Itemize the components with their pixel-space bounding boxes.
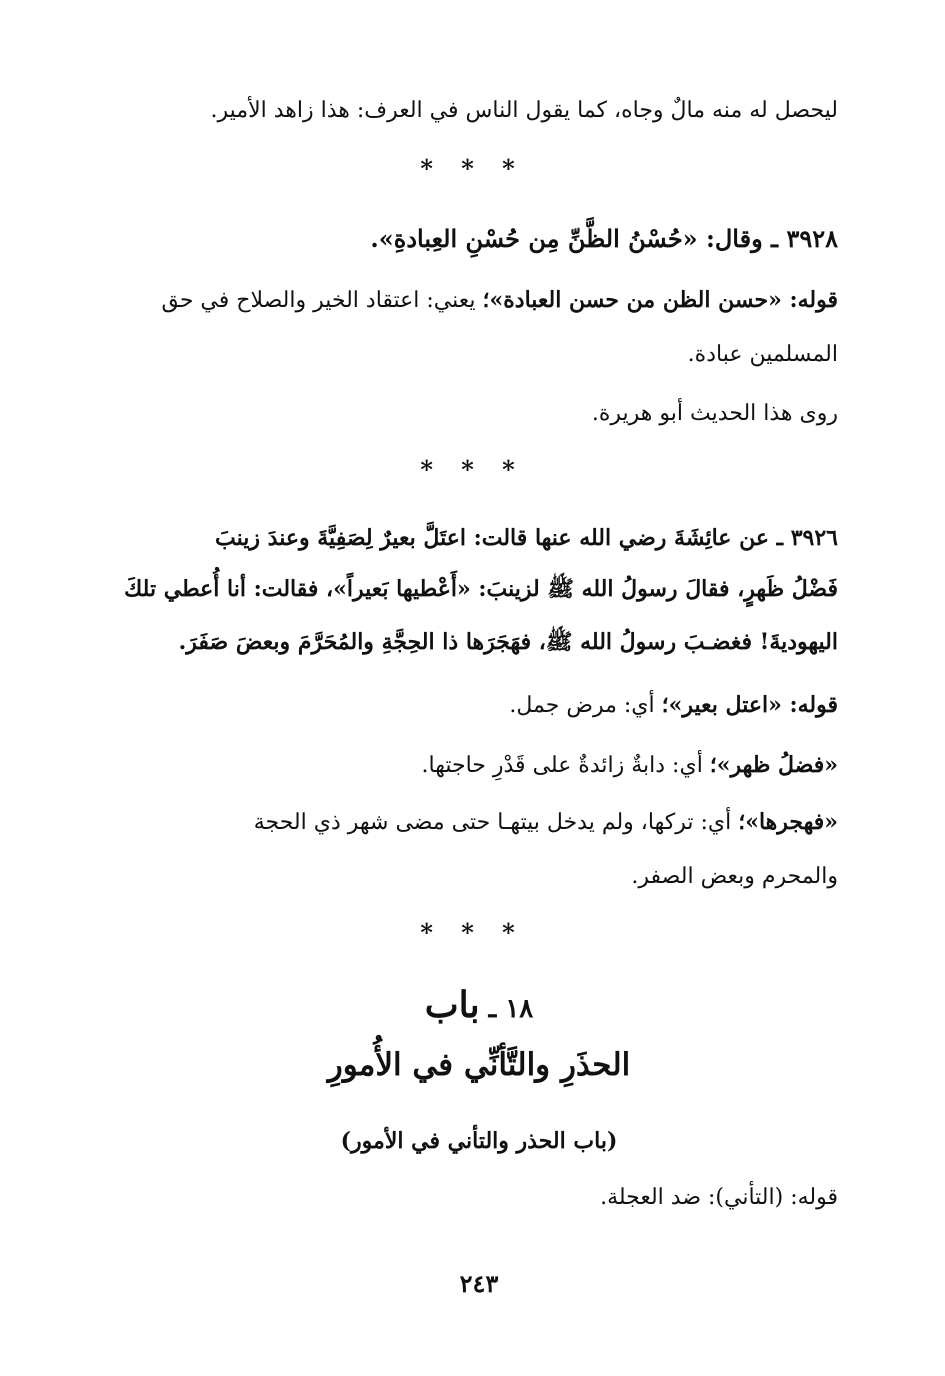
hadith-number: ٣٩٢٨ ـ وقال:	[697, 224, 838, 253]
commentary-line	[120, 793, 838, 852]
chapter-heading	[120, 976, 838, 1038]
narrator-note: روى هذا الحديث أبو هريرة.	[591, 401, 838, 426]
commentary-text: أي: تركها، ولم يدخل بيتهـا حتى مضى شهر ذي الحجة	[253, 810, 739, 835]
hadith-3926-line: ٣٩٢٦ ـ عن عائِشَةَ رضي الله عنها قالت: اعتَلَّ بعيرٌ لِصَفِيَّةَ وعندَ زينبَ	[215, 525, 838, 551]
text-line: ليحصل له منه مالٌ وجاه، كما يقول الناس في العرف: هذا زاهد الأمير.	[210, 98, 838, 123]
commentary-label: قوله: «اعتل بعير»؛	[661, 692, 838, 718]
commentary-label: قوله: «حسن الظن من حسن العبادة»؛	[482, 287, 838, 313]
chapter-number: ١٨ ـ	[479, 994, 534, 1024]
section-separator: * * *	[420, 918, 525, 947]
hadith-3928	[120, 210, 838, 268]
commentary-line	[120, 271, 838, 330]
commentary-line: والمحرم وبعض الصفر.	[631, 864, 838, 889]
commentary-line: المسلمين عبادة.	[687, 342, 838, 367]
page-number: ٢٤٣	[459, 1269, 499, 1298]
commentary-text: أي: مرض جمل.	[509, 693, 662, 718]
commentary-line	[120, 736, 838, 795]
hadith-text: «حُسْنُ الظَّنِّ مِن حُسْنِ العِبادةِ».	[370, 224, 698, 253]
hadith-3926-line: اليهوديةَ! فغضـبَ رسولُ الله ﷺ، فهَجَرَها ذا الحِجَّةِ والمُحَرَّمَ وبعضَ صَفَرَ.	[178, 629, 838, 655]
section-separator: * * *	[420, 154, 525, 183]
chapter-explanation: (باب الحذر والتأني في الأمور)	[340, 1128, 618, 1154]
commentary-text: يعني: اعتقاد الخير والصلاح في حق	[161, 288, 483, 313]
commentary-text: أي: دابةٌ زائدةٌ على قَدْرِ حاجتها.	[421, 753, 710, 778]
chapter-title: الحذَرِ والتَّأنِّي في الأُمورِ	[327, 1047, 631, 1083]
section-separator: * * *	[420, 455, 525, 484]
commentary-label: «فهجرها»؛	[738, 809, 838, 835]
commentary-line: قوله: (التأني): ضد العجلة.	[600, 1185, 838, 1210]
commentary-label: «فضلُ ظهر»؛	[709, 752, 838, 778]
hadith-3926-line: فَضْلُ ظَهرٍ، فقالَ رسولُ الله ﷺ لزينبَ: «أَعْطيها بَعيراً»، فقالت: أنا أُعطي تلكَ	[124, 576, 838, 602]
chapter-bab: باب	[424, 984, 480, 1026]
commentary-line	[120, 676, 838, 735]
